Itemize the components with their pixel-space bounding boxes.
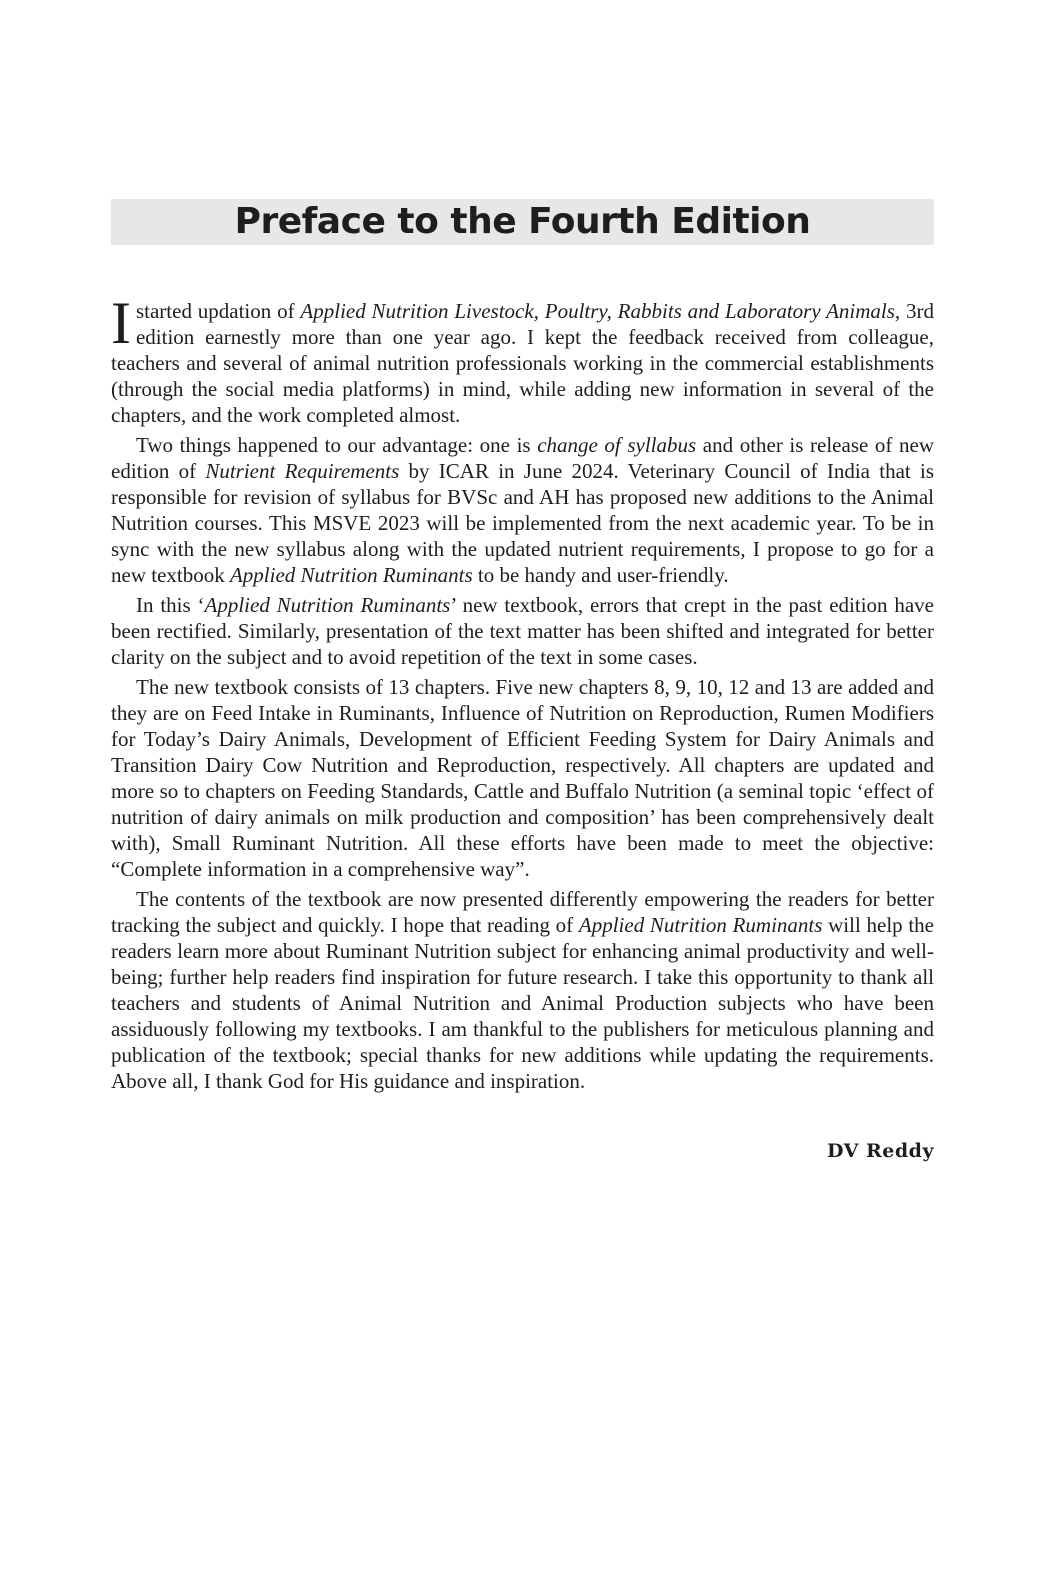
paragraph-5-text: The contents of the textbook are now presented differently empowering the readers for better tracking the subject and quickly. I hope that reading of xyxy=(111,887,934,937)
page-title: Preface to the Fourth Edition xyxy=(234,201,811,242)
paragraph-1 xyxy=(111,290,934,428)
paragraph-3-text: In this ‘ xyxy=(136,593,205,617)
drop-cap: I xyxy=(111,290,131,356)
paragraph-5 xyxy=(111,886,934,1094)
author-signature: DV Reddy xyxy=(827,1140,934,1162)
paragraph-2-text: and other is release of new edition of xyxy=(111,433,934,483)
title-band xyxy=(111,199,934,245)
paragraph-3-text: ’ new textbook, errors that crept in the past edition have been rectified. Similarly, presentation of the text matter has been shifted and integrated for better clarity on the subject and to avoid repetition of the text in some cases. xyxy=(111,593,934,669)
paragraph-2-text: by ICAR in June 2024. Veterinary Council of India that is responsible for revision of syllabus for BVSc and AH has proposed new additions to the Animal Nutrition courses. This MSVE 2023 will be implemented from the next academic year. To be in sync with the new syllabus along with the updated nutrient requirements, I propose to go for a new textbook xyxy=(111,459,934,587)
paragraph-4-text: The new textbook consists of 13 chapters. Five new chapters 8, 9, 10, 12 and 13 are added and they are on Feed Intake in Ruminants, Influence of Nutrition on Reproduction, Rumen Modifiers for Today’s Dairy Animals, Development of Efficient Feeding System for Dairy Animals and Transition Dairy Cow Nutrition and Reproduction, respectively. All chapters are updated and more so to chapters on Feeding Standards, Cattle and Buffalo Nutrition (a seminal topic ‘effect of nutrition of dairy animals on milk production and composition’ has been comprehensively dealt with), Small Ruminant Nutrition. All these efforts have been made to meet the objective: “Complete information in a comprehensive way”. xyxy=(111,675,934,881)
book-title-new: Applied Nutrition Ruminants xyxy=(204,593,451,617)
book-title-new: Applied Nutrition Ruminants xyxy=(578,913,823,937)
paragraph-1-text: started updation of xyxy=(135,299,301,323)
paragraph-3 xyxy=(111,592,934,670)
book-title-new: Applied Nutrition Ruminants xyxy=(229,563,473,587)
paragraph-2-text: to be handy and user-friendly. xyxy=(472,563,729,587)
paragraph-2-text: Two things happened to our advantage: one is xyxy=(136,433,538,457)
paragraph-5-text: will help the readers learn more about Ruminant Nutrition subject for enhancing animal productivity and well-being; further help readers find inspiration for future research. I take this opportunity to thank all teachers and students of Animal Nutrition and Animal Production subjects who have been assiduously following my textbooks. I am thankful to the publishers for meticulous planning and publication of the textbook; special thanks for new additions while updating the requirements. Above all, I thank God for His guidance and inspiration. xyxy=(111,913,935,1093)
paragraph-2 xyxy=(111,432,934,588)
emphasis-nutrient-requirements: Nutrient Requirements xyxy=(205,459,400,483)
paragraph-1-text: , 3rd edition earnestly more than one year ago. I kept the feedback received from colleague, teachers and several of animal nutrition professionals working in the commercial establishments (through the social media platforms) in mind, while adding new information in several of the chapters, and the work completed almost. xyxy=(111,299,934,427)
preface-body xyxy=(111,290,935,1094)
preface-page xyxy=(111,199,934,1162)
book-title-previous: Applied Nutrition Livestock, Poultry, Rabbits and Laboratory Animals xyxy=(300,299,895,323)
emphasis-syllabus: change of syllabus xyxy=(537,433,697,457)
paragraph-4 xyxy=(111,674,934,882)
